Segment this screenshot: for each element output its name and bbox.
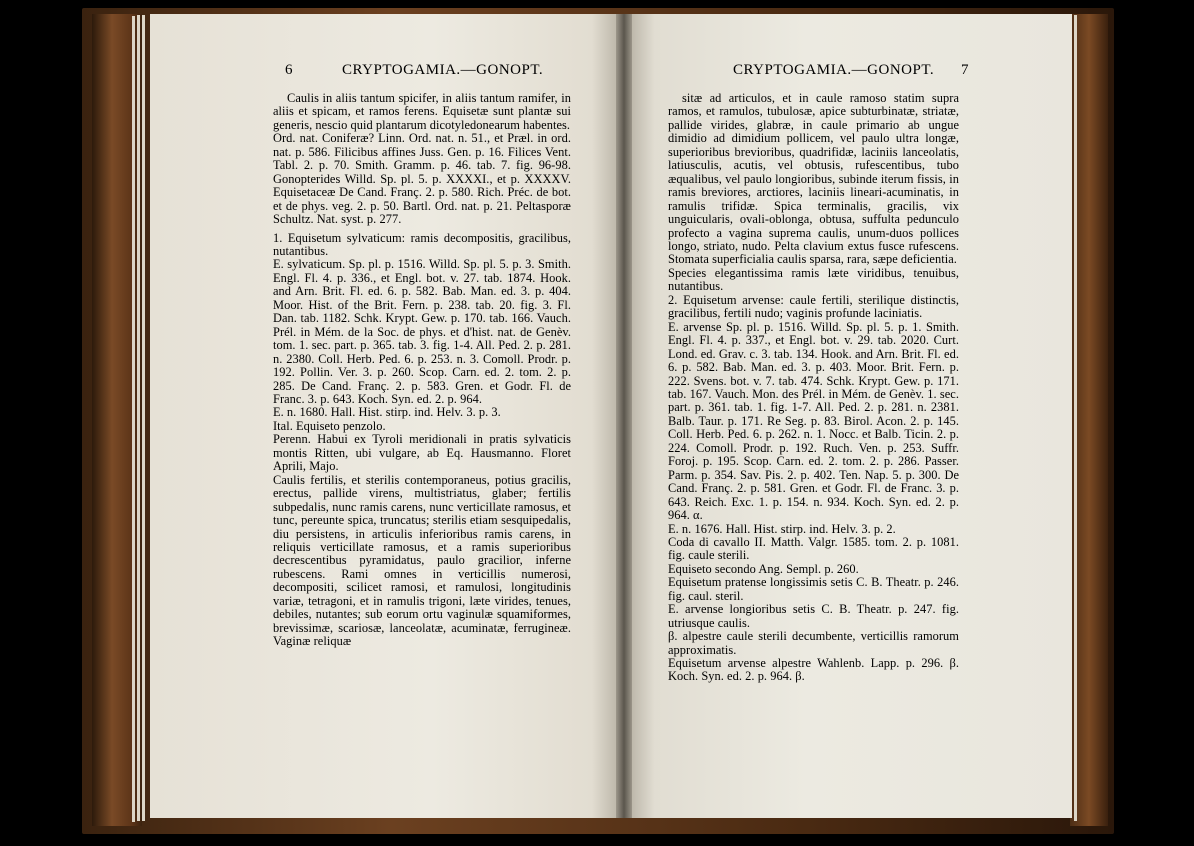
- variety-entry: β. alpestre caule sterili decumbente, verticillis ramorum approximatis.: [668, 629, 959, 657]
- italian-name: Ital. Equiseto penzolo.: [273, 418, 386, 433]
- synonym-entry: Equisetum arvense alpestre Wahlenb. Lapp. p. 296. β. Koch. Syn. ed. 2. p. 964. β.: [668, 656, 959, 684]
- species-heading: 2. Equisetum arvense: caule fertili, sterilique distinctis, gracilibus, fertili nudo; vaginis profunde laciniatis.: [668, 292, 959, 321]
- left-text-column: [273, 92, 571, 649]
- synonym-entry: Equisetum pratense longissimis setis C. B. Theatr. p. 246. fig. caul. steril.: [668, 575, 959, 603]
- right-running-head: CRYPTOGAMIA.—GONOPT.: [733, 62, 935, 78]
- page-edge: [142, 15, 145, 821]
- paragraph: Caulis in aliis tantum spicifer, in aliis tantum ramifer, in aliis et spicam, et ramos ferens. Equisetæ sunt plantæ sui generis, nescio quid plantarum dicotyledonearum habentes.: [273, 91, 571, 132]
- species-heading: 1. Equisetum sylvaticum: ramis decompositis, gracilibus, nutantibus.: [273, 230, 571, 258]
- page-edge: [137, 15, 140, 821]
- synonym-entry: E. n. 1680. Hall. Hist. stirp. ind. Helv. 3. p. 3.: [273, 405, 501, 420]
- right-page-number: 7: [961, 62, 969, 78]
- paragraph: Ord. nat. Coniferæ? Linn. Ord. nat. n. 51., et Præl. in ord. nat. p. 586. Filicibus affines Juss. Gen. p. 16. Filices Vent. Tabl. 2. p. 70. Smith. Gramm. p. 46. tab. 7. fig. 96-98. Gonopterides Willd. Sp. pl. 5. p. XXXXI., et p. XXXXV. Equisetaceæ De Cand. Franç. 2. p. 580. Rich. Préc. de bot. et de phys. veg. 2. p. 50. Bartl. Ord. nat. p. 21. Peltasporæ Schultz. Nat. syst. p. 277.: [273, 131, 571, 227]
- left-running-head: CRYPTOGAMIA.—GONOPT.: [342, 62, 544, 78]
- page-edge: [1074, 15, 1077, 821]
- description-paragraph: Caulis fertilis, et sterilis contemporaneus, potius gracilis, erectus, pallide virens, multistriatus, glaber; fertilis subpedalis, nunc ramis carens, nunc verticillate ramosus, et tunc, pereunte spica, truncatus; sterilis etiam sesquipedalis, diu persistens, in articulis inferioribus ramis carens, in reliquis verticillate ramosus, et a ramis superioribus decrescentibus pyramidatus, paulo gracilior, inferne rubescens. Rami omnes in verticillis numerosi, decompositi, scilicet ramosi, et ramulosi, longitudinis variæ, tetragoni, et in ramulis trigoni, læte virides, tenues, debiles, nutantes; sub eorum ortu vaginulæ squamiformes, brevissimæ, scariosæ, lanceolatæ, acuminatæ, ferrugineæ. Vaginæ reliquæ: [273, 472, 571, 649]
- book-gutter: [616, 14, 632, 818]
- synonym-entry: E. n. 1676. Hall. Hist. stirp. ind. Helv. 3. p. 2.: [668, 521, 896, 536]
- habitat-note: Perenn. Habui ex Tyroli meridionali in pratis sylvaticis montis Ritten, ubi vulgare, ab Eq. Hausmanno. Floret Aprili, Majo.: [273, 432, 571, 474]
- page-edge: [132, 16, 135, 822]
- paragraph: Species elegantissima ramis læte viridibus, tenuibus, nutantibus.: [668, 265, 959, 294]
- synonym-entry: Equiseto secondo Ang. Sempl. p. 260.: [668, 561, 859, 576]
- left-page-number: 6: [285, 62, 293, 78]
- synonym-entry: E. arvense Sp. pl. p. 1516. Willd. Sp. pl. 5. p. 1. Smith. Engl. Fl. 4. p. 337., et Engl. bot. v. 29. tab. 2020. Curt. Lond. ed. Grav. c. 3. tab. 134. Hook. and Arn. Brit. Fl. ed. 6. p. 582. Bab. Man. ed. 3. p. 403. Moor. Brit. Fern. p. 222. Svens. bot. v. 7. tab. 474. Schk. Krypt. Gew. p. 171. tab. 167. Vauch. Mon. des Prél. in Mém. de Genèv. 1. sec. part. p. 361. tab. 1. fig. 1-7. All. Ped. 2. p. 281. n. 2381. Balb. Taur. p. 171. Re Seg. p. 83. Birol. Acon. 2. p. 145. Coll. Herb. Ped. 6. p. 262. n. 1. Nocc. et Balb. Ticin. 2. p. 224. Comoll. Prodr. p. 192. Ruch. Ven. p. 253. Suffr. Foroj. p. 195. Scop. Carn. ed. 2. tom. 2. p. 286. Passer. Parm. p. 354. Sav. Pis. 2. p. 402. Ten. Nap. 5. p. 300. De Cand. Franç. 2. p. 581. Gren. et Godr. Fl. de Franc. 3. p. 643. Reich. Exc. 1. p. 154. n. 934. Koch. Syn. ed. 2. p. 964. α.: [668, 319, 959, 523]
- synonym-entry: E. sylvaticum. Sp. pl. p. 1516. Willd. Sp. pl. 5. p. 3. Smith. Engl. Fl. 4. p. 336., et Engl. bot. v. 27. tab. 1874. Hook. and Arn. Brit. Fl. ed. 6. p. 582. Bab. Man. ed. 3. p. 404. Moor. Hist. of the Brit. Fern. p. 238. tab. 20. fig. 3. Fl. Dan. tab. 1182. Schk. Krypt. Gew. p. 170. tab. 166. Vauch. Prél. in Mém. de la Soc. de phys. et d'hist. nat. de Genèv. tom. 1. sec. part. p. 365. tab. 3. fig. 1-4. All. Ped. 2. p. 281. n. 2380. Coll. Herb. Ped. 6. p. 253. n. 3. Comoll. Prodr. p. 192. Pollin. Ver. 3. p. 260. Scop. Carn. ed. 2. tom. 2. p. 285. De Cand. Franç. 2. p. 583. Gren. et Godr. Fl. de Franc. 3. p. 643. Koch. Syn. ed. 2. p. 964.: [273, 257, 571, 406]
- description-paragraph: sitæ ad articulos, et in caule ramoso statim supra ramos, et ramulos, tubulosæ, apice subturbinatæ, striatæ, pallide virides, glabræ, in caule primario ab ungue dimidio ad dimidium pollicem, vel paulo ultra longæ, superioribus brevioribus, quadrifidæ, laciniis lanceolatis, latiusculis, acutis, vel obtusis, rufescentibus, tubo æqualibus, vel paulo longioribus, subinde iterum fissis, in ramis breviores, arctiores, laciniis lineari-acuminatis, in ramulis trifidæ. Spica terminalis, gracilis, vix unguicularis, ovali-oblonga, obtusa, suffulta pedunculo profecto a vagina suprema caulis, unum-duos pollices longo, striato, nudo. Pelta clavium extus fusce rufescens. Stomata superficialia caulis sparsa, rara, sæpe deficientia.: [668, 91, 959, 267]
- synonym-entry: Coda di cavallo II. Matth. Valgr. 1585. tom. 2. p. 1081. fig. caule sterili.: [668, 534, 959, 563]
- synonym-entry: E. arvense longioribus setis C. B. Theatr. p. 247. fig. utriusque caulis.: [668, 602, 959, 630]
- right-text-column: [668, 92, 959, 684]
